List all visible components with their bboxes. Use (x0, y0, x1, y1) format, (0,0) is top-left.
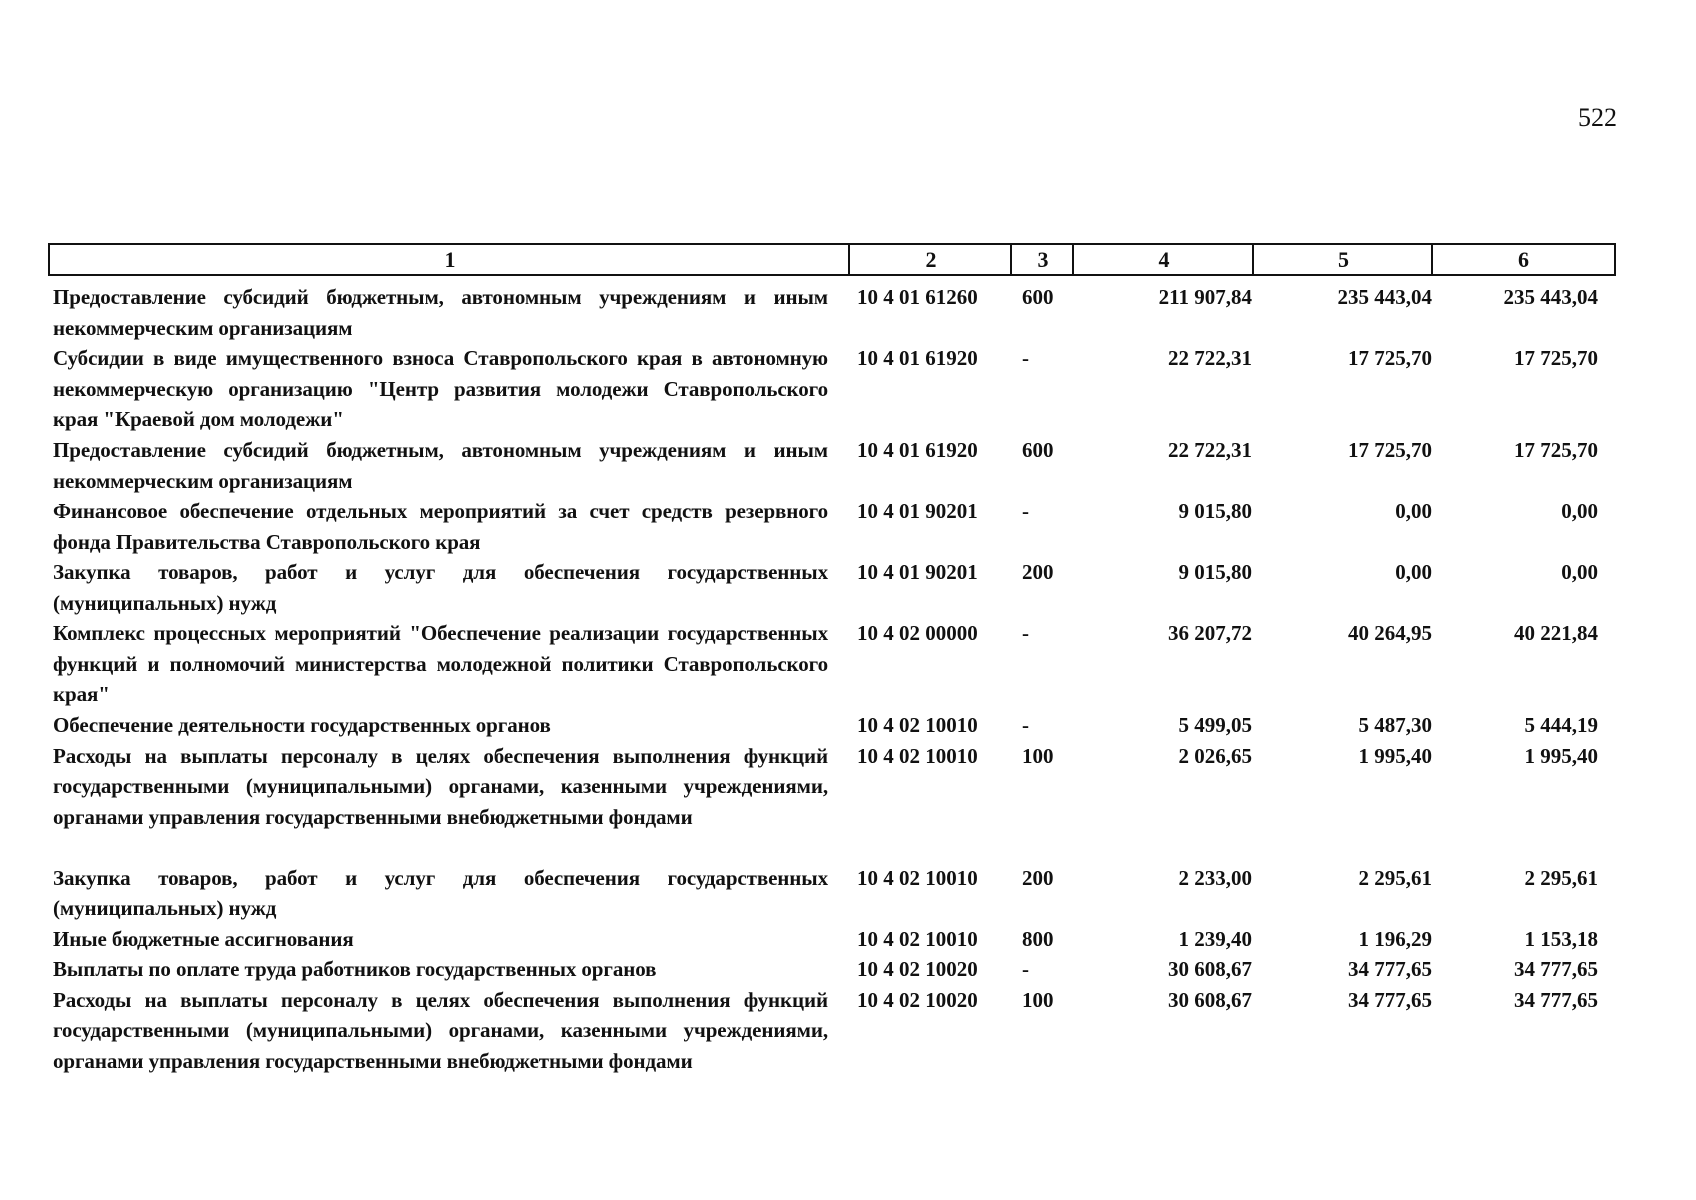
row-description: Финансовое обеспечение отдельных мероприятий за счет средств резервного фонда Правительства Ставропольского края (53, 499, 828, 554)
page-number: 522 (1578, 103, 1617, 132)
row-value-col4: 9 015,80 (1178, 560, 1252, 584)
header-col-2: 2 (848, 243, 1012, 276)
row-value-col4: 9 015,80 (1178, 499, 1252, 523)
row-code: 10 4 02 10010 (857, 865, 978, 890)
table-row (0, 343, 1696, 435)
row-description: Предоставление субсидий бюджетным, автономным учреждениям и иным некоммерческим организациям (53, 285, 828, 340)
row-value-col4: 2 026,65 (1178, 743, 1252, 768)
row-code: 10 4 02 10010 (857, 743, 978, 768)
row-value-col6: 17 725,70 (1514, 438, 1598, 462)
row-expense-type: 600 (1022, 285, 1054, 309)
row-value-col6: 34 777,65 (1514, 957, 1598, 981)
row-value-col5: 40 264,95 (1348, 621, 1432, 645)
row-description: Иные бюджетные ассигнования (53, 926, 354, 951)
table-row (0, 435, 1696, 496)
table-row (0, 863, 1696, 924)
row-code: 10 4 02 00000 (857, 621, 978, 645)
row-value-col5: 1 995,40 (1358, 743, 1432, 768)
row-expense-type: - (1022, 713, 1029, 737)
row-value-col5: 0,00 (1395, 499, 1432, 523)
table-row (0, 741, 1696, 863)
row-value-col5: 17 725,70 (1348, 438, 1432, 462)
table-row (0, 557, 1696, 618)
header-col-3: 3 (1010, 243, 1074, 276)
row-expense-type: - (1022, 499, 1029, 523)
row-description: Субсидии в виде имущественного взноса Ставропольского края в автономную некоммерческую организацию "Центр развития молодежи Ставропольского края "Краевой дом молодежи" (53, 346, 828, 431)
row-expense-type: 800 (1022, 926, 1054, 951)
row-value-col6: 2 295,61 (1524, 865, 1598, 890)
header-col-1: 1 (48, 243, 850, 276)
row-expense-type: - (1022, 957, 1029, 981)
row-value-col5: 0,00 (1395, 560, 1432, 584)
row-description: Закупка товаров, работ и услуг для обеспечения государственных (муниципальных) нужд (53, 560, 828, 615)
row-value-col4: 5 499,05 (1178, 713, 1252, 737)
row-value-col6: 34 777,65 (1514, 987, 1598, 1012)
header-col-5: 5 (1252, 243, 1433, 276)
row-value-col4: 22 722,31 (1168, 438, 1252, 462)
row-code: 10 4 01 61920 (857, 438, 978, 462)
row-value-col6: 40 221,84 (1514, 621, 1598, 645)
row-value-col5: 34 777,65 (1348, 957, 1432, 981)
row-value-col6: 0,00 (1561, 560, 1598, 584)
row-value-col5: 34 777,65 (1348, 987, 1432, 1012)
row-value-col4: 2 233,00 (1178, 865, 1252, 890)
row-value-col6: 1 995,40 (1524, 743, 1598, 768)
row-code: 10 4 01 90201 (857, 499, 978, 523)
row-description: Закупка товаров, работ и услуг для обеспечения государственных (муниципальных) нужд (53, 865, 828, 920)
table-row (0, 924, 1696, 955)
table-row (0, 496, 1696, 557)
row-value-col6: 17 725,70 (1514, 346, 1598, 370)
table-row (0, 618, 1696, 710)
row-description: Обеспечение деятельности государственных органов (53, 713, 551, 737)
row-value-col5: 5 487,30 (1358, 713, 1432, 737)
row-code: 10 4 01 61920 (857, 346, 978, 370)
row-value-col4: 36 207,72 (1168, 621, 1252, 645)
row-expense-type: 200 (1022, 560, 1054, 584)
row-expense-type: 600 (1022, 438, 1054, 462)
row-code: 10 4 02 10010 (857, 926, 978, 951)
row-expense-type: 100 (1022, 743, 1054, 768)
row-value-col4: 211 907,84 (1158, 285, 1252, 309)
row-expense-type: 100 (1022, 987, 1054, 1012)
table-row (0, 954, 1696, 985)
row-value-col6: 5 444,19 (1524, 713, 1598, 737)
row-description: Выплаты по оплате труда работников государственных органов (53, 957, 657, 981)
row-code: 10 4 02 10020 (857, 957, 978, 981)
row-code: 10 4 02 10020 (857, 987, 978, 1012)
row-value-col4: 22 722,31 (1168, 346, 1252, 370)
row-expense-type: 200 (1022, 865, 1054, 890)
row-description: Расходы на выплаты персоналу в целях обеспечения выполнения функций государственными (муниципальными) органами, казенными учреждениями, органами управления государственными внебюджетными фондами (53, 743, 828, 829)
header-col-4: 4 (1072, 243, 1254, 276)
table-row (0, 985, 1696, 1107)
row-value-col6: 235 443,04 (1503, 285, 1598, 309)
table-row (0, 282, 1696, 343)
row-expense-type: - (1022, 621, 1029, 645)
row-code: 10 4 01 61260 (857, 285, 978, 309)
table-body (0, 282, 1696, 1107)
row-description: Комплекс процессных мероприятий "Обеспечение реализации государственных функций и полномочий министерства молодежной политики Ставропольского края" (53, 621, 828, 706)
table-row (0, 710, 1696, 741)
row-code: 10 4 01 90201 (857, 560, 978, 584)
row-value-col5: 1 196,29 (1358, 926, 1432, 951)
row-expense-type: - (1022, 346, 1029, 370)
row-code: 10 4 02 10010 (857, 713, 978, 737)
row-value-col4: 30 608,67 (1168, 987, 1252, 1012)
row-value-col4: 1 239,40 (1178, 926, 1252, 951)
header-col-6: 6 (1431, 243, 1616, 276)
row-description: Предоставление субсидий бюджетным, автономным учреждениям и иным некоммерческим организациям (53, 438, 828, 493)
row-value-col6: 1 153,18 (1524, 926, 1598, 951)
row-description: Расходы на выплаты персоналу в целях обеспечения выполнения функций государственными (муниципальными) органами, казенными учреждениями, органами управления государственными внебюджетными фондами (53, 987, 828, 1073)
row-value-col6: 0,00 (1561, 499, 1598, 523)
row-value-col5: 235 443,04 (1337, 285, 1432, 309)
row-value-col5: 2 295,61 (1358, 865, 1432, 890)
row-value-col4: 30 608,67 (1168, 957, 1252, 981)
row-value-col5: 17 725,70 (1348, 346, 1432, 370)
